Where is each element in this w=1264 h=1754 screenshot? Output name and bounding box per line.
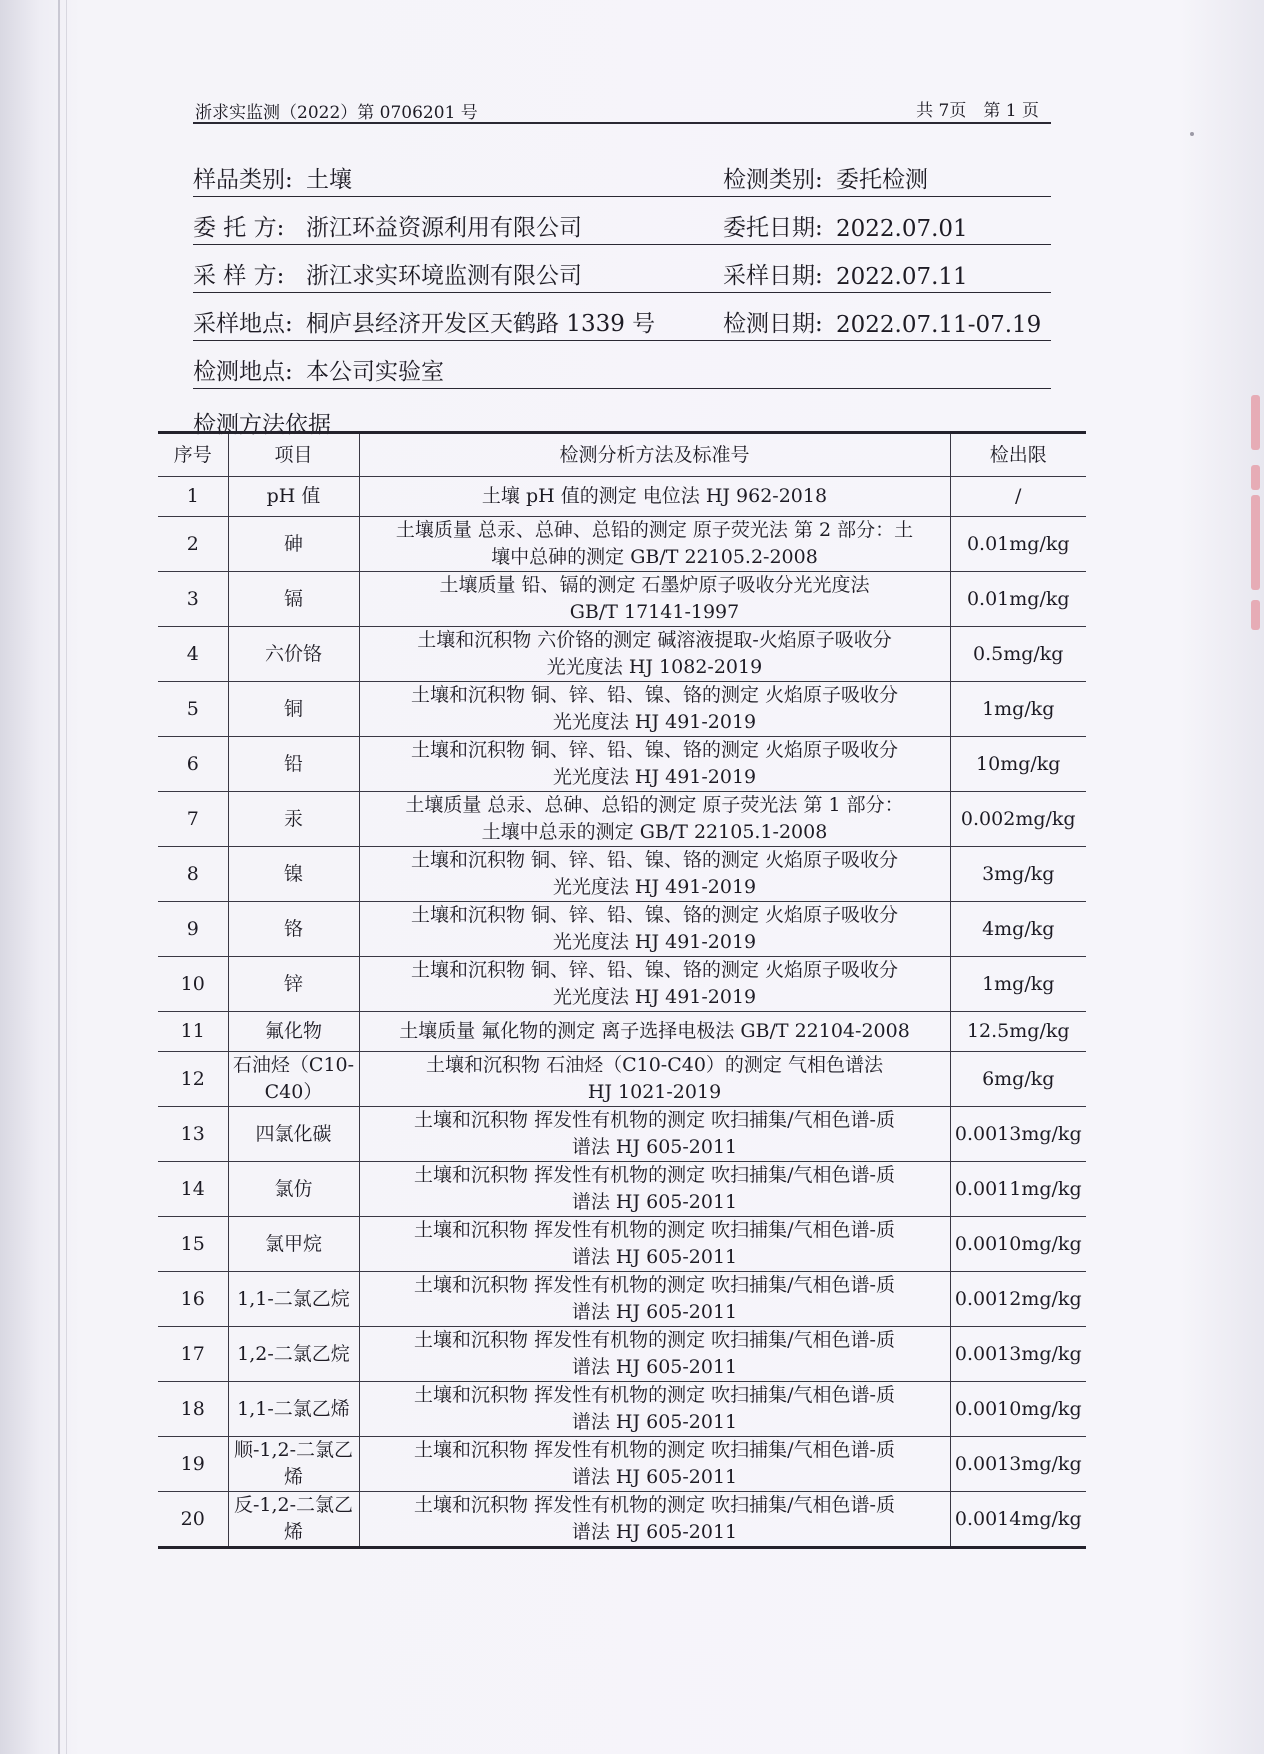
field-value: 2022.07.01 bbox=[836, 216, 968, 242]
table-row bbox=[158, 572, 1086, 627]
table-row bbox=[158, 1162, 1086, 1217]
commission-date-field bbox=[723, 208, 1051, 245]
method-line: 土壤和沉积物 石油烃（C10-C40）的测定 气相色谱法 bbox=[426, 1054, 883, 1076]
table-row bbox=[158, 737, 1086, 792]
field-value: 2022.07.11 bbox=[836, 264, 968, 290]
column-header: 检测分析方法及标准号 bbox=[359, 433, 950, 477]
table-row bbox=[158, 1272, 1086, 1327]
method-line: 土壤质量 总汞、总砷、总铅的测定 原子荧光法 第 1 部分： bbox=[405, 794, 904, 816]
item-name: 石油烃（C10-C40） bbox=[228, 1052, 359, 1107]
item-name: 氯仿 bbox=[228, 1162, 359, 1217]
methods-table bbox=[158, 431, 1086, 1549]
method-line: 土壤质量 总汞、总砷、总铅的测定 原子荧光法 第 2 部分：土 bbox=[395, 519, 914, 541]
item-name: 铅 bbox=[228, 737, 359, 792]
paper-speck bbox=[1190, 132, 1194, 136]
row-number: 4 bbox=[158, 627, 228, 682]
table-row bbox=[158, 1382, 1086, 1437]
method-line: GB/T 17141-1997 bbox=[569, 601, 740, 623]
field-label: 采样日期: bbox=[723, 263, 823, 289]
item-name: 1,2-二氯乙烷 bbox=[228, 1327, 359, 1382]
table-row bbox=[158, 1012, 1086, 1052]
report-number: 浙求实监测（2022）第 0706201 号 bbox=[195, 103, 478, 123]
method-line: 土壤中总汞的测定 GB/T 22105.1-2008 bbox=[481, 821, 828, 843]
table-row bbox=[158, 1107, 1086, 1162]
detection-limit: 0.0010mg/kg bbox=[950, 1217, 1086, 1272]
table-row bbox=[158, 957, 1086, 1012]
detection-limit: 4mg/kg bbox=[950, 902, 1086, 957]
detection-limit: 0.5mg/kg bbox=[950, 627, 1086, 682]
method-line: 壤中总砷的测定 GB/T 22105.2-2008 bbox=[491, 546, 818, 568]
method-line: 土壤和沉积物 挥发性有机物的测定 吹扫捕集/气相色谱-质 bbox=[414, 1219, 895, 1241]
item-name: 氟化物 bbox=[228, 1012, 359, 1052]
detection-limit: 0.0010mg/kg bbox=[950, 1382, 1086, 1437]
test-location-field bbox=[193, 352, 1051, 389]
test-date-field bbox=[723, 304, 1051, 341]
method-line: 土壤和沉积物 挥发性有机物的测定 吹扫捕集/气相色谱-质 bbox=[414, 1384, 895, 1406]
method-line: 土壤和沉积物 挥发性有机物的测定 吹扫捕集/气相色谱-质 bbox=[414, 1494, 895, 1516]
page-header bbox=[193, 96, 1051, 124]
table-row bbox=[158, 1492, 1086, 1548]
row-number: 15 bbox=[158, 1217, 228, 1272]
method-line: 土壤质量 氟化物的测定 离子选择电极法 GB/T 22104-2008 bbox=[399, 1020, 910, 1042]
method-cell bbox=[359, 1107, 950, 1162]
detection-limit: 0.0013mg/kg bbox=[950, 1437, 1086, 1492]
field-value: 浙江求实环境监测有限公司 bbox=[306, 263, 582, 289]
field-value: 土壤 bbox=[306, 167, 352, 193]
table-row bbox=[158, 902, 1086, 957]
method-line: 土壤和沉积物 铜、锌、铅、镍、铬的测定 火焰原子吸收分 bbox=[410, 684, 899, 706]
row-number: 11 bbox=[158, 1012, 228, 1052]
sampler-field bbox=[193, 256, 723, 293]
method-line: 谱法 HJ 605-2011 bbox=[571, 1191, 738, 1213]
field-value: 浙江环益资源利用有限公司 bbox=[306, 215, 582, 241]
method-line: 光光度法 HJ 491-2019 bbox=[552, 711, 757, 733]
table-body bbox=[158, 477, 1086, 1548]
item-name: 镍 bbox=[228, 847, 359, 902]
sample-category-field bbox=[193, 160, 723, 197]
sampling-location-field bbox=[193, 304, 723, 341]
row-number: 9 bbox=[158, 902, 228, 957]
table-row bbox=[158, 1437, 1086, 1492]
method-line: 土壤质量 铅、镉的测定 石墨炉原子吸收分光光度法 bbox=[439, 574, 870, 596]
section-title: 检测方法依据 bbox=[193, 412, 331, 438]
item-name: 1,1-二氯乙烯 bbox=[228, 1382, 359, 1437]
field-value: 桐庐县经济开发区天鹤路 1339 号 bbox=[306, 311, 656, 337]
table-row bbox=[158, 477, 1086, 517]
row-number: 18 bbox=[158, 1382, 228, 1437]
method-cell bbox=[359, 737, 950, 792]
field-label: 委 托 方: bbox=[193, 215, 285, 241]
table-row bbox=[158, 792, 1086, 847]
field-label: 检测地点: bbox=[193, 359, 293, 385]
row-number: 17 bbox=[158, 1327, 228, 1382]
detection-limit: 12.5mg/kg bbox=[950, 1012, 1086, 1052]
detection-limit: 0.0013mg/kg bbox=[950, 1327, 1086, 1382]
table-row bbox=[158, 517, 1086, 572]
field-label: 委托日期: bbox=[723, 215, 823, 241]
item-name: 铬 bbox=[228, 902, 359, 957]
info-row bbox=[193, 352, 1051, 400]
table-header-row bbox=[158, 433, 1086, 477]
detection-limit: 3mg/kg bbox=[950, 847, 1086, 902]
method-line: 光光度法 HJ 491-2019 bbox=[552, 766, 757, 788]
field-label: 采 样 方: bbox=[193, 263, 285, 289]
method-line: 谱法 HJ 605-2011 bbox=[571, 1246, 738, 1268]
field-value: 2022.07.11-07.19 bbox=[836, 312, 1042, 338]
row-number: 8 bbox=[158, 847, 228, 902]
detection-limit: 0.01mg/kg bbox=[950, 572, 1086, 627]
column-header: 检出限 bbox=[950, 433, 1086, 477]
method-line: 光光度法 HJ 491-2019 bbox=[552, 876, 757, 898]
field-value: 本公司实验室 bbox=[306, 359, 444, 385]
item-name: 氯甲烷 bbox=[228, 1217, 359, 1272]
method-cell bbox=[359, 957, 950, 1012]
method-line: HJ 1021-2019 bbox=[587, 1081, 722, 1103]
method-line: 土壤和沉积物 挥发性有机物的测定 吹扫捕集/气相色谱-质 bbox=[414, 1109, 895, 1131]
item-name: 镉 bbox=[228, 572, 359, 627]
detection-limit: 1mg/kg bbox=[950, 682, 1086, 737]
detection-limit: 6mg/kg bbox=[950, 1052, 1086, 1107]
method-cell bbox=[359, 1217, 950, 1272]
binding-shadow bbox=[58, 0, 60, 1754]
method-cell bbox=[359, 1437, 950, 1492]
sample-info bbox=[193, 160, 1051, 400]
item-name: 顺-1,2-二氯乙烯 bbox=[228, 1437, 359, 1492]
method-cell bbox=[359, 847, 950, 902]
row-number: 12 bbox=[158, 1052, 228, 1107]
test-category-field bbox=[723, 160, 1051, 197]
method-cell bbox=[359, 627, 950, 682]
info-row bbox=[193, 304, 1051, 352]
method-line: 谱法 HJ 605-2011 bbox=[571, 1466, 738, 1488]
client-field bbox=[193, 208, 723, 245]
method-line: 谱法 HJ 605-2011 bbox=[571, 1411, 738, 1433]
table-row bbox=[158, 1052, 1086, 1107]
method-cell bbox=[359, 1327, 950, 1382]
column-header: 序号 bbox=[158, 433, 228, 477]
method-line: 光光度法 HJ 491-2019 bbox=[552, 986, 757, 1008]
method-line: 谱法 HJ 605-2011 bbox=[571, 1301, 738, 1323]
method-line: 土壤和沉积物 铜、锌、铅、镍、铬的测定 火焰原子吸收分 bbox=[410, 739, 899, 761]
item-name: pH 值 bbox=[228, 477, 359, 517]
method-cell bbox=[359, 902, 950, 957]
method-cell bbox=[359, 517, 950, 572]
table-row bbox=[158, 1327, 1086, 1382]
row-number: 6 bbox=[158, 737, 228, 792]
detection-limit: 0.0012mg/kg bbox=[950, 1272, 1086, 1327]
method-cell bbox=[359, 1012, 950, 1052]
seal-stamp-edge bbox=[1244, 395, 1264, 645]
method-line: 土壤和沉积物 挥发性有机物的测定 吹扫捕集/气相色谱-质 bbox=[414, 1329, 895, 1351]
field-label: 样品类别: bbox=[193, 167, 293, 193]
detection-limit: 0.01mg/kg bbox=[950, 517, 1086, 572]
detection-limit: / bbox=[950, 477, 1086, 517]
detection-limit: 0.0013mg/kg bbox=[950, 1107, 1086, 1162]
detection-limit: 0.0014mg/kg bbox=[950, 1492, 1086, 1548]
field-label: 检测日期: bbox=[723, 311, 823, 337]
method-cell bbox=[359, 1272, 950, 1327]
method-line: 土壤和沉积物 铜、锌、铅、镍、铬的测定 火焰原子吸收分 bbox=[410, 904, 899, 926]
method-cell bbox=[359, 792, 950, 847]
row-number: 2 bbox=[158, 517, 228, 572]
table-row bbox=[158, 627, 1086, 682]
item-name: 铜 bbox=[228, 682, 359, 737]
column-header: 项目 bbox=[228, 433, 359, 477]
method-cell bbox=[359, 1162, 950, 1217]
detection-limit: 0.002mg/kg bbox=[950, 792, 1086, 847]
row-number: 3 bbox=[158, 572, 228, 627]
method-cell bbox=[359, 572, 950, 627]
detection-limit: 0.0011mg/kg bbox=[950, 1162, 1086, 1217]
method-line: 土壤和沉积物 铜、锌、铅、镍、铬的测定 火焰原子吸收分 bbox=[410, 849, 899, 871]
method-cell bbox=[359, 682, 950, 737]
method-line: 谱法 HJ 605-2011 bbox=[571, 1136, 738, 1158]
field-value: 委托检测 bbox=[836, 167, 928, 193]
method-line: 光光度法 HJ 491-2019 bbox=[552, 931, 757, 953]
method-line: 谱法 HJ 605-2011 bbox=[571, 1356, 738, 1378]
row-number: 13 bbox=[158, 1107, 228, 1162]
row-number: 19 bbox=[158, 1437, 228, 1492]
field-label: 采样地点: bbox=[193, 311, 293, 337]
item-name: 砷 bbox=[228, 517, 359, 572]
table-row bbox=[158, 847, 1086, 902]
method-line: 土壤 pH 值的测定 电位法 HJ 962-2018 bbox=[481, 485, 828, 507]
info-row bbox=[193, 256, 1051, 304]
info-row bbox=[193, 160, 1051, 208]
method-line: 土壤和沉积物 六价铬的测定 碱溶液提取-火焰原子吸收分 bbox=[417, 629, 892, 651]
item-name: 1,1-二氯乙烷 bbox=[228, 1272, 359, 1327]
row-number: 14 bbox=[158, 1162, 228, 1217]
table-row bbox=[158, 682, 1086, 737]
item-name: 六价铬 bbox=[228, 627, 359, 682]
row-number: 10 bbox=[158, 957, 228, 1012]
method-line: 谱法 HJ 605-2011 bbox=[571, 1521, 738, 1543]
row-number: 5 bbox=[158, 682, 228, 737]
method-line: 土壤和沉积物 挥发性有机物的测定 吹扫捕集/气相色谱-质 bbox=[414, 1164, 895, 1186]
sampling-date-field bbox=[723, 256, 1051, 293]
page-count: 共 7页 第 1 页 bbox=[916, 101, 1039, 121]
method-line: 土壤和沉积物 铜、锌、铅、镍、铬的测定 火焰原子吸收分 bbox=[410, 959, 899, 981]
detection-limit: 1mg/kg bbox=[950, 957, 1086, 1012]
method-line: 土壤和沉积物 挥发性有机物的测定 吹扫捕集/气相色谱-质 bbox=[414, 1439, 895, 1461]
row-number: 1 bbox=[158, 477, 228, 517]
method-cell bbox=[359, 1382, 950, 1437]
method-line: 光光度法 HJ 1082-2019 bbox=[546, 656, 763, 678]
info-row bbox=[193, 208, 1051, 256]
item-name: 四氯化碳 bbox=[228, 1107, 359, 1162]
detection-limit: 10mg/kg bbox=[950, 737, 1086, 792]
method-cell bbox=[359, 1052, 950, 1107]
row-number: 20 bbox=[158, 1492, 228, 1548]
method-cell bbox=[359, 1492, 950, 1548]
field-label: 检测类别: bbox=[723, 167, 823, 193]
method-cell bbox=[359, 477, 950, 517]
table-row bbox=[158, 1217, 1086, 1272]
row-number: 16 bbox=[158, 1272, 228, 1327]
method-line: 土壤和沉积物 挥发性有机物的测定 吹扫捕集/气相色谱-质 bbox=[414, 1274, 895, 1296]
item-name: 锌 bbox=[228, 957, 359, 1012]
item-name: 反-1,2-二氯乙烯 bbox=[228, 1492, 359, 1548]
item-name: 汞 bbox=[228, 792, 359, 847]
row-number: 7 bbox=[158, 792, 228, 847]
binding-shadow-line bbox=[66, 0, 67, 1754]
